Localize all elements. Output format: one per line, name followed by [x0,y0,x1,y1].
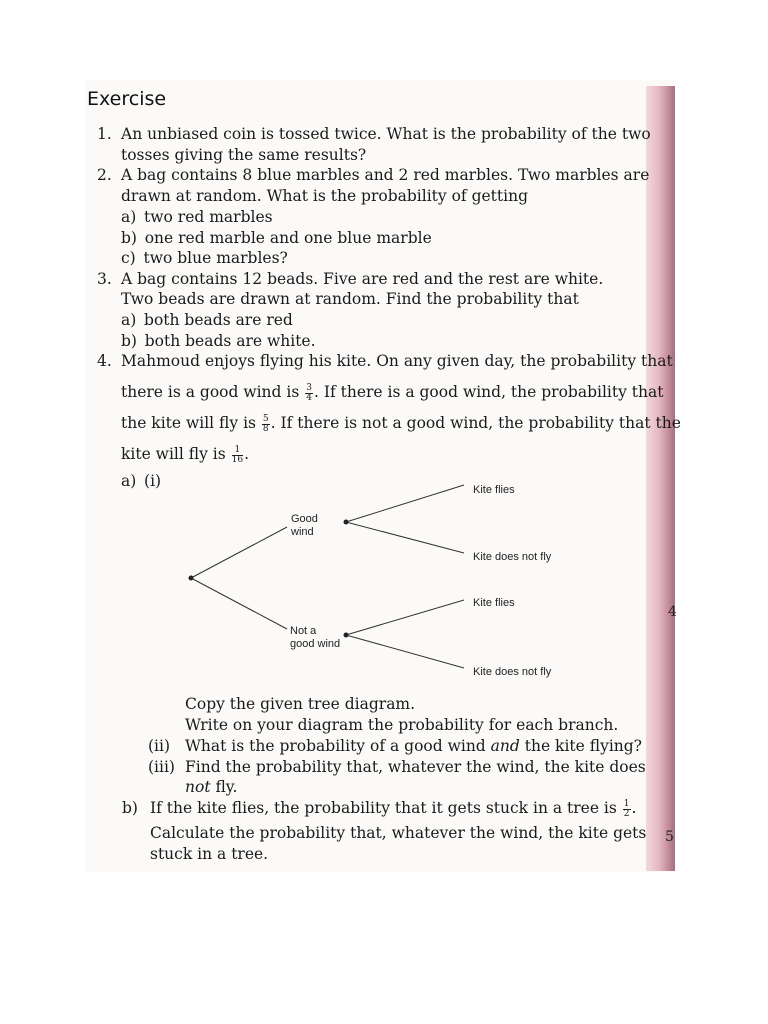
label-kite-not-fly-top: Kite does not fly [473,551,552,563]
part-iii-line2 [185,777,237,797]
branch-bad-flies [346,600,464,635]
q2-part-b: b) one red marble and one blue marble [121,229,432,247]
q2-line2: drawn at random. What is the probability of getting [121,187,528,205]
copy-tree-line: Copy the given tree diagram. [185,695,416,713]
q2-part-c: c) two blue marbles? [121,249,288,267]
part-iii-line1: Find the probability that, whatever the wind, the kite does [185,758,646,776]
fraction-denominator: 4 [306,392,312,403]
fraction-denominator: 8 [262,423,269,434]
branch-not-good-wind [191,578,287,629]
label-wind: wind [291,526,314,538]
part-iii-number: (iii) [148,758,175,776]
branch-good-flies [346,485,464,522]
root-node [189,576,194,581]
edge-page-number-5: 5 [665,829,674,845]
label-kite-not-fly-bottom: Kite does not fly [473,666,552,678]
part-ii-text [185,736,642,756]
q3-number: 3. [97,270,112,288]
part-b-line3: stuck in a tree. [150,845,269,863]
q2-number: 2. [97,166,112,184]
q4-line2-text-post: . If there is a good wind, the probability that [313,383,664,401]
q4-line4-text: kite will fly is [121,445,231,463]
part-ii-text-pre: What is the probability of a good wind [185,737,491,755]
edge-page-number-4: 4 [668,604,677,620]
q4-number: 4. [97,352,112,370]
q4-line1: Mahmoud enjoys flying his kite. On any given day, the probability that [121,352,673,370]
part-iii-line2-post: fly. [210,778,238,796]
part-ii-text-post: the kite flying? [519,737,642,755]
part-b-line1 [150,798,636,819]
branch-good-wind [191,527,287,578]
label-good: Good [291,513,318,525]
fraction-one-half [623,800,631,819]
label-good-wind: good wind [290,638,341,650]
good-wind-node [344,520,349,525]
fraction-numerator: 1 [232,446,243,456]
q4-part-a-i: a) (i) [121,472,162,490]
part-ii-and: and [490,737,520,755]
label-kite-flies-top: Kite flies [473,484,515,496]
q1-number: 1. [97,125,112,143]
q2-line1: A bag contains 8 blue marbles and 2 red marbles. Two marbles are [121,166,650,184]
label-kite-flies-bottom: Kite flies [473,597,515,609]
fraction-numerator: 3 [306,382,312,393]
fraction-denominator: 16 [231,454,244,465]
q4-line3-text-post: . If there is not a good wind, the probability that the [270,414,681,432]
part-b-label: b) [122,799,138,817]
part-b-line1-post: . [631,799,637,817]
not-good-wind-node [344,633,349,638]
fraction-numerator: 1 [623,798,630,809]
q2-part-a: a) two red marbles [121,208,273,226]
q4-line4-text-post: . [244,445,249,463]
part-ii-number: (ii) [148,737,171,755]
q3-line2: Two beads are drawn at random. Find the probability that [121,290,579,308]
q1-line2: tosses giving the same results? [121,146,367,164]
part-b-line1-pre: If the kite flies, the probability that it gets stuck in a tree is [150,799,622,817]
q3-part-b: b) both beads are white. [121,332,316,350]
part-b-line2: Calculate the probability that, whatever the wind, the kite gets [150,824,647,842]
write-diagram-line: Write on your diagram the probability for each branch. [185,716,619,734]
q4-line3-text: the kite will fly is [121,414,261,432]
q1-line1: An unbiased coin is tossed twice. What is the probability of the two [121,125,651,143]
q4-line2-text: there is a good wind is [121,383,305,401]
label-not-a: Not a [290,625,317,637]
fraction-denominator: 2 [623,808,630,819]
fraction-numerator: 5 [262,413,269,424]
q3-line1: A bag contains 12 beads. Five are red and the rest are white. [121,270,604,288]
branch-bad-not-fly [346,635,464,668]
exercise-title: Exercise [87,88,167,110]
part-iii-not: not [185,778,211,796]
branch-good-not-fly [346,522,464,553]
q3-part-a: a) both beads are red [121,311,293,329]
